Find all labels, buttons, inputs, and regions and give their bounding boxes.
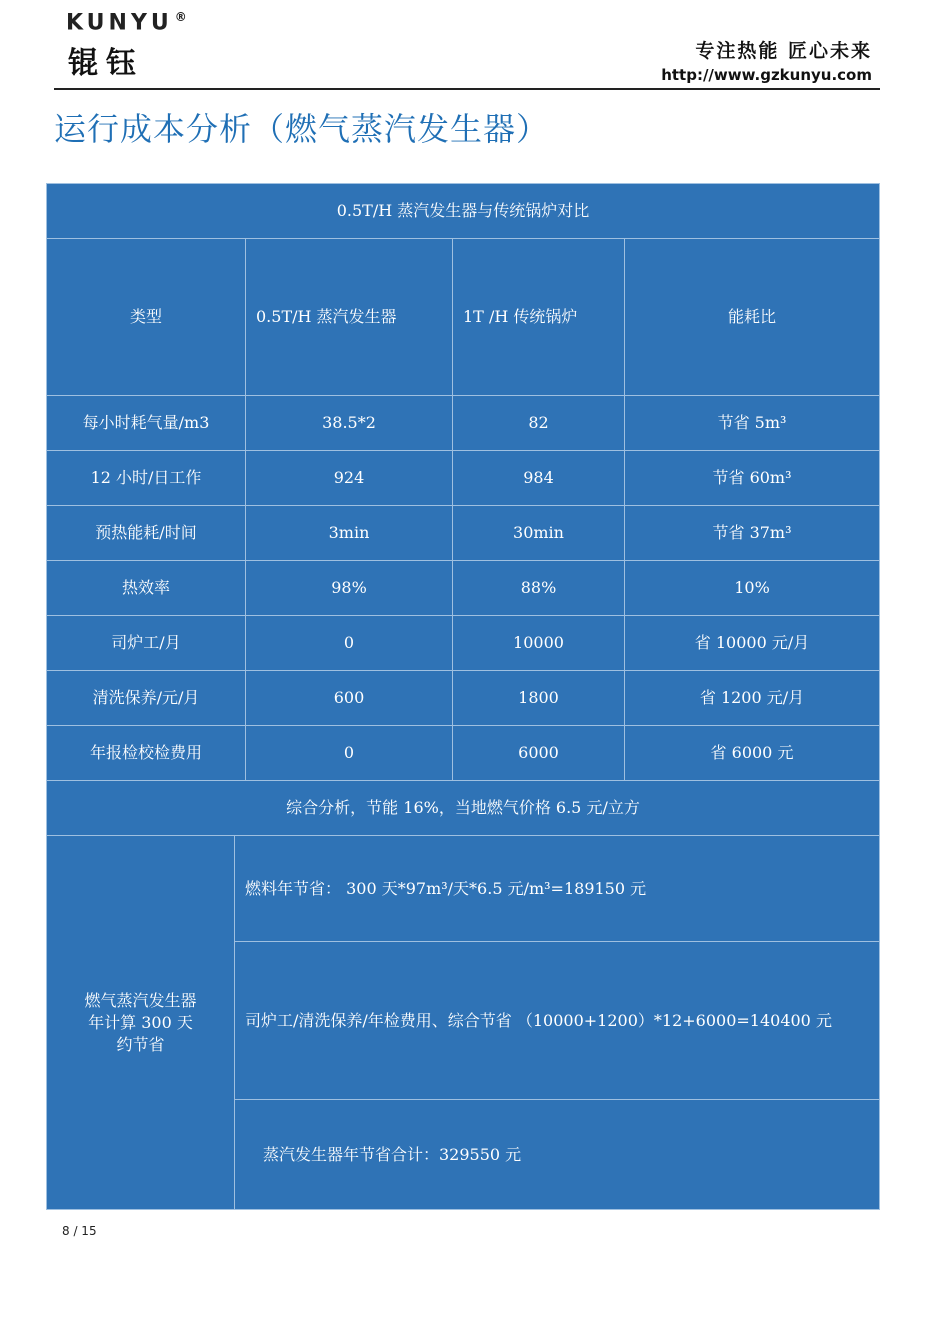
boiler-value: 1800 [453,671,625,726]
generator-value: 38.5*2 [246,396,453,451]
row-label: 司炉工/月 [47,616,246,671]
column-header-boiler: 1T /H 传统锅炉 [453,239,625,396]
column-header-generator: 0.5T/H 蒸汽发生器 [246,239,453,396]
generator-value: 0 [246,616,453,671]
saving-value: 节省 60m³ [625,451,880,506]
annual-fuel-saving: 燃料年节省： 300 天*97m³/天*6.5 元/m³=189150 元 [235,836,880,942]
annual-label-line: 燃气蒸汽发生器 [84,990,197,1010]
generator-value: 600 [246,671,453,726]
annual-labor-saving: 司炉工/清洗保养/年检费用、综合节省 （10000+1200）*12+6000=140400 元 [235,942,880,1100]
header-divider [54,88,880,90]
summary-text: 综合分析，节能 16%，当地燃气价格 6.5 元/立方 [47,781,880,836]
table-caption: 0.5T/H 蒸汽发生器与传统锅炉对比 [47,184,880,239]
saving-value: 10% [625,561,880,616]
brand-slogan: 专注热能 匠心未来 [695,40,872,62]
column-header-ratio: 能耗比 [625,239,880,396]
saving-value: 节省 37m³ [625,506,880,561]
generator-value: 98% [246,561,453,616]
registered-mark: ® [174,10,187,24]
row-label: 热效率 [47,561,246,616]
row-label: 年报检校检费用 [47,726,246,781]
page-header [0,0,934,92]
generator-value: 0 [246,726,453,781]
website-link[interactable]: http://www.gzkunyu.com [661,66,872,84]
annual-saving-label [47,836,235,1210]
generator-value: 924 [246,451,453,506]
saving-value: 省 10000 元/月 [625,616,880,671]
table-row [47,671,880,726]
table-caption-row [47,184,880,239]
annual-fuel-row [47,836,880,942]
saving-value: 省 1200 元/月 [625,671,880,726]
table-row [47,506,880,561]
boiler-value: 6000 [453,726,625,781]
boiler-value: 30min [453,506,625,561]
table-header-row [47,239,880,396]
table-row [47,396,880,451]
row-label: 12 小时/日工作 [47,451,246,506]
table-row [47,561,880,616]
boiler-value: 88% [453,561,625,616]
annual-label-line: 年计算 300 天 [88,1012,193,1032]
boiler-value: 10000 [453,616,625,671]
annual-label-line: 约节省 [116,1034,165,1054]
table-row [47,616,880,671]
summary-row [47,781,880,836]
boiler-value: 984 [453,451,625,506]
boiler-value: 82 [453,396,625,451]
table-row [47,451,880,506]
saving-value: 省 6000 元 [625,726,880,781]
brand-logo-chinese: 锟钰 [68,46,144,81]
table-row [47,726,880,781]
column-header-type: 类型 [47,239,246,396]
brand-logo-latin: KUNYU [66,10,173,36]
row-label: 每小时耗气量/m3 [47,396,246,451]
saving-value: 节省 5m³ [625,396,880,451]
brand-logo [66,10,187,35]
page-number: 8 / 15 [62,1224,97,1238]
page-title: 运行成本分析（燃气蒸汽发生器） [54,110,550,148]
generator-value: 3min [246,506,453,561]
comparison-table [46,183,880,1210]
annual-total-saving: 蒸汽发生器年节省合计：329550 元 [235,1100,880,1210]
row-label: 预热能耗/时间 [47,506,246,561]
row-label: 清洗保养/元/月 [47,671,246,726]
